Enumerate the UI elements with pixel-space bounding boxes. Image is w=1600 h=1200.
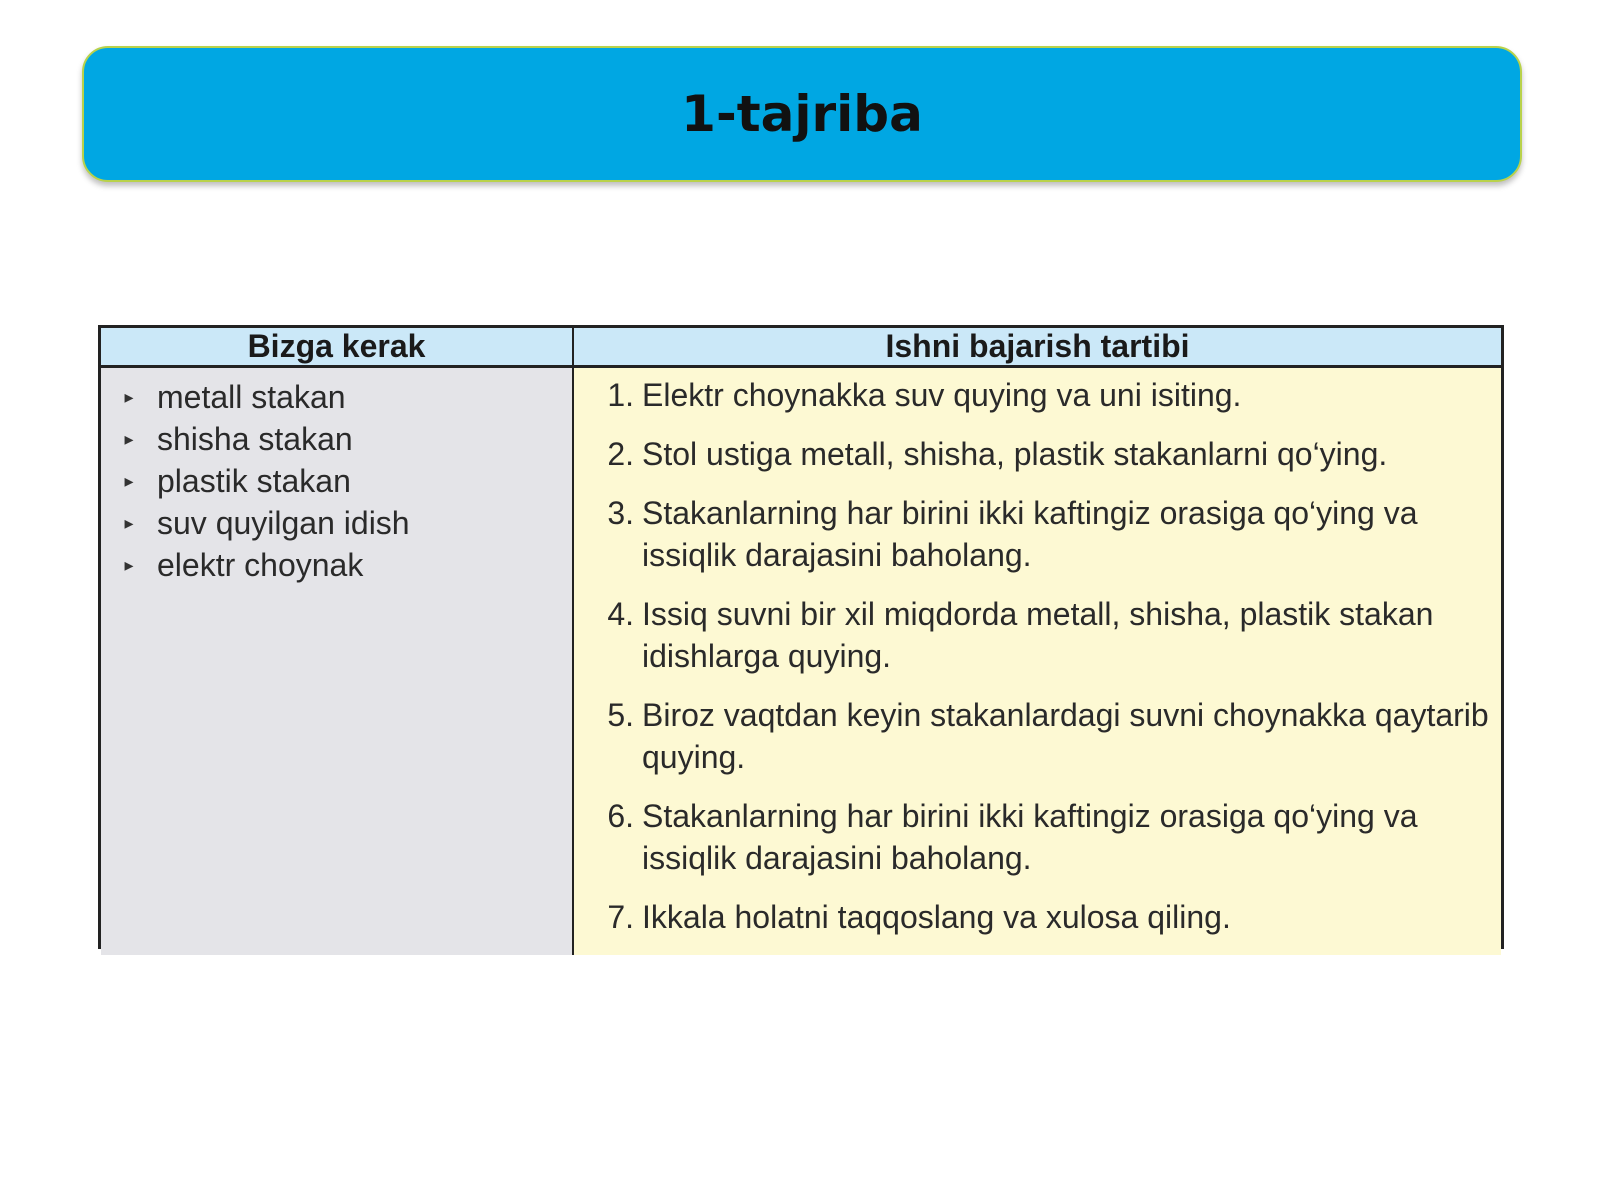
need-label: metall stakan <box>157 378 346 415</box>
step-text: Issiq suvni bir xil miqdorda metall, shisha, plastik stakan idishlarga quying. <box>642 596 1434 674</box>
step-number: 6. <box>607 798 634 834</box>
step-text: Stakanlarning har birini ikki kaftingiz orasiga qo‘ying va issiqlik darajasini baholang. <box>642 495 1418 573</box>
procedure-step <box>574 593 1501 677</box>
step-text: Elektr choynakka suv quying va uni isiting. <box>642 377 1242 413</box>
step-text: Stakanlarning har birini ikki kaftingiz orasiga qo‘ying va issiqlik darajasini baholang. <box>642 798 1418 876</box>
step-number: 4. <box>607 596 634 632</box>
step-number: 7. <box>607 899 634 935</box>
experiment-table <box>98 325 1504 949</box>
procedure-step <box>574 492 1501 576</box>
triangle-bullet-icon: ▸ <box>124 554 134 575</box>
table-body-row <box>101 368 1501 955</box>
procedure-step <box>574 374 1501 416</box>
needs-column <box>101 368 574 955</box>
procedure-step <box>574 896 1501 938</box>
triangle-bullet-icon: ▸ <box>124 386 134 407</box>
need-label: plastik stakan <box>157 462 351 499</box>
list-item <box>101 544 572 586</box>
list-item <box>101 418 572 460</box>
step-number: 5. <box>607 697 634 733</box>
step-text: Ikkala holatni taqqoslang va xulosa qiling. <box>642 899 1231 935</box>
procedure-step <box>574 795 1501 879</box>
step-number: 3. <box>607 495 634 531</box>
page-title: 1-tajriba <box>681 85 923 143</box>
table-header-row <box>101 328 1501 368</box>
list-item <box>101 376 572 418</box>
header-needs: Bizga kerak <box>101 328 574 365</box>
need-label: elektr choynak <box>157 546 364 583</box>
procedure-column <box>574 368 1501 955</box>
list-item <box>101 460 572 502</box>
header-procedure: Ishni bajarish tartibi <box>885 328 1190 364</box>
triangle-bullet-icon: ▸ <box>124 470 134 491</box>
need-label: shisha stakan <box>157 420 353 457</box>
procedure-step <box>574 433 1501 475</box>
step-text: Stol ustiga metall, shisha, plastik stakanlarni qo‘ying. <box>642 436 1388 472</box>
triangle-bullet-icon: ▸ <box>124 512 134 533</box>
title-banner <box>82 46 1522 182</box>
list-item <box>101 502 572 544</box>
step-number: 2. <box>607 436 634 472</box>
procedure-step <box>574 694 1501 778</box>
need-label: suv quyilgan idish <box>157 504 410 541</box>
triangle-bullet-icon: ▸ <box>124 428 134 449</box>
step-number: 1. <box>607 377 634 413</box>
step-text: Biroz vaqtdan keyin stakanlardagi suvni choynakka qaytarib quying. <box>642 697 1489 775</box>
